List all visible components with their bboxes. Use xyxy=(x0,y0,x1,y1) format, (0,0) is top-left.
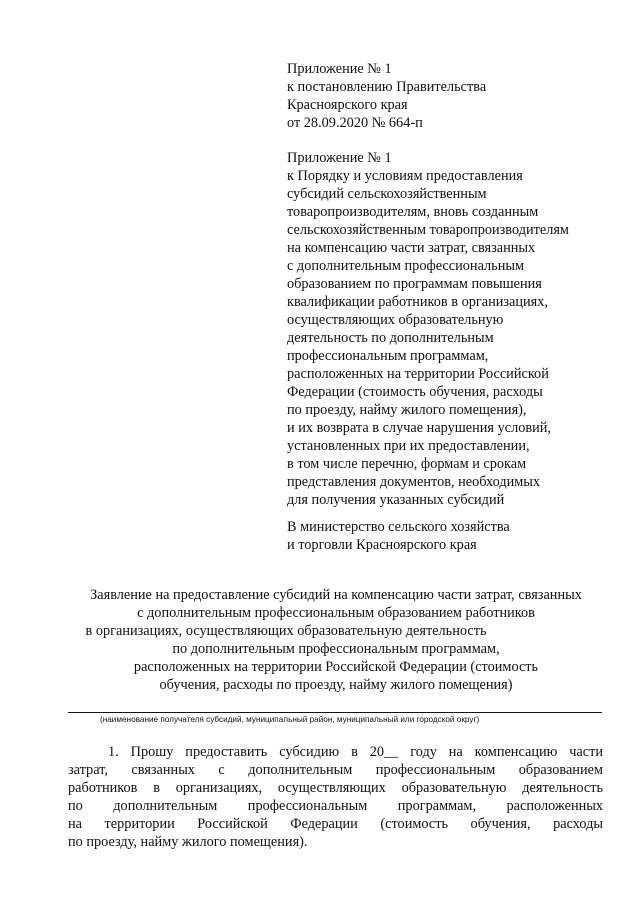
appendix-2-line: к Порядку и условиям предоставления xyxy=(287,168,523,184)
appendix-2-line: по проезду, найму жилого помещения), xyxy=(287,402,527,418)
appendix-2-line: с дополнительным профессиональным xyxy=(287,258,525,274)
paragraph-line: работников в организациях, осуществляющих образовательную деятельность xyxy=(68,780,603,796)
appendix-1-line: от 28.09.2020 № 664-п xyxy=(287,115,423,131)
paragraph-line: по дополнительным профессиональным программам, расположенных xyxy=(68,798,603,814)
appendix-2-line: товаропроизводителям, вновь созданным xyxy=(287,204,539,220)
appendix-2-line: деятельность по дополнительным xyxy=(287,330,494,346)
appendix-2-line: Федерации (стоимость обучения, расходы xyxy=(287,384,543,400)
appendix-2-line: осуществляющих образовательную xyxy=(287,312,504,328)
title-line: по дополнительным профессиональным программам, xyxy=(172,641,500,657)
title-line: расположенных на территории Российской Федерации (стоимость xyxy=(133,659,539,675)
appendix-2-line: для получения указанных субсидий xyxy=(287,492,505,508)
appendix-1-line: Красноярского края xyxy=(287,97,408,113)
paragraph-line: 1. Прошу предоставить субсидию в 20__ году на компенсацию части xyxy=(108,744,603,760)
appendix-2-line: на компенсацию части затрат, связанных xyxy=(287,240,536,256)
title-line: Заявление на предоставление субсидий на компенсацию части затрат, связанных xyxy=(90,587,582,603)
appendix-1-line: Приложение № 1 xyxy=(287,61,392,77)
title-line: с дополнительным профессиональным образованием работников xyxy=(137,605,535,621)
appendix-2-line: профессиональным программам, xyxy=(287,348,489,364)
appendix-1-line: к постановлению Правительства xyxy=(287,79,487,95)
appendix-2-line: и их возврата в случае нарушения условий, xyxy=(287,420,551,436)
appendix-2-line: сельскохозяйственным товаропроизводителям xyxy=(287,222,569,238)
appendix-2-line: субсидий сельскохозяйственным xyxy=(287,186,487,202)
appendix-2-line: представления документов, необходимых xyxy=(287,474,541,490)
appendix-2-line: расположенных на территории Российской xyxy=(287,366,549,382)
recipient-caption: (наименование получателя субсидий, муниципальный район, муниципальный или городской округ) xyxy=(100,715,480,724)
appendix-2-line: в том числе перечню, формам и срокам xyxy=(287,456,527,472)
addressee-line: В министерство сельского хозяйства xyxy=(287,519,510,535)
title-line: в организациях, осуществляющих образовательную деятельность xyxy=(85,623,487,639)
recipient-name-blank xyxy=(68,712,602,713)
title-line: обучения, расходы по проезду, найму жилого помещения) xyxy=(159,677,513,693)
paragraph-line: затрат, связанных с дополнительным профессиональным образованием xyxy=(68,762,603,778)
appendix-2-line: квалификации работников в организациях, xyxy=(287,294,548,310)
addressee-line: и торговли Красноярского края xyxy=(287,537,477,553)
appendix-2-line: установленных при их предоставлении, xyxy=(287,438,530,454)
appendix-2-line: Приложение № 1 xyxy=(287,150,392,166)
paragraph-line: по проезду, найму жилого помещения). xyxy=(68,834,308,850)
appendix-2-line: образованием по программам повышения xyxy=(287,276,542,292)
paragraph-line: на территории Российской Федерации (стоимость обучения, расходы xyxy=(68,816,603,832)
